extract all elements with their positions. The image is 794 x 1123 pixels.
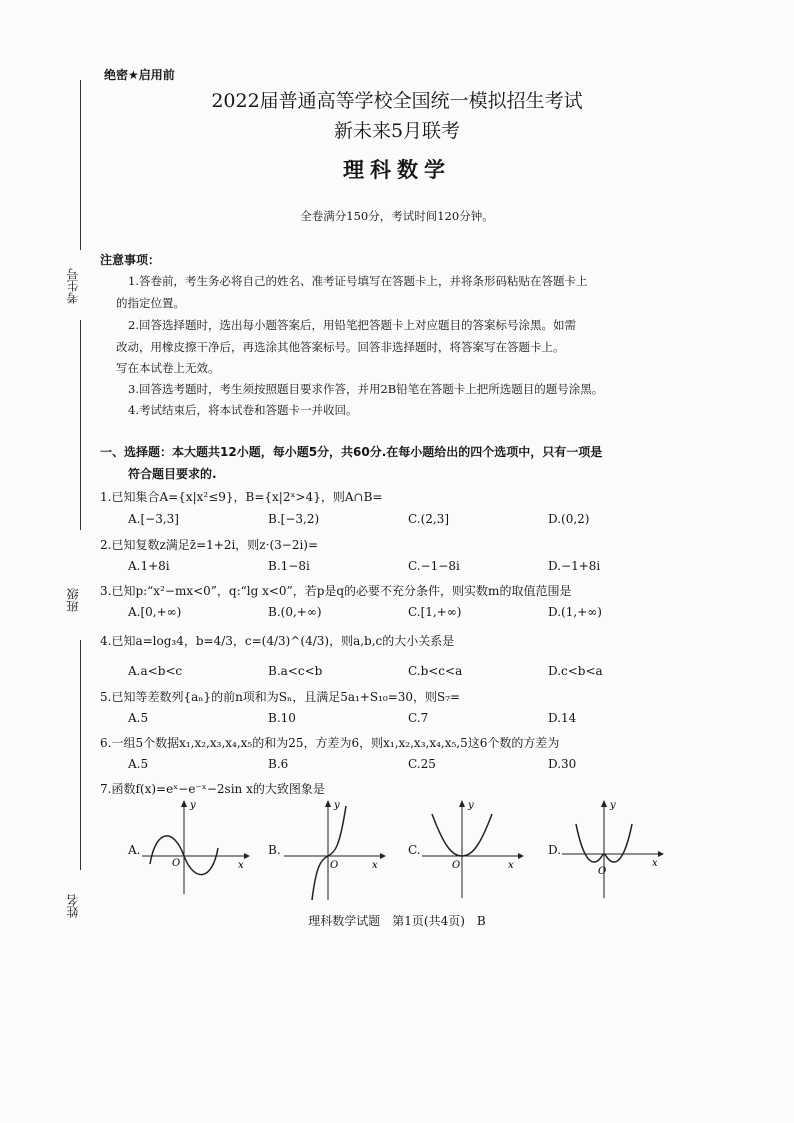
- option-a: A.[0,+∞): [128, 605, 182, 619]
- question-stem: 2.已知复数z满足z̄=1+2i，则z·(3−2i)=: [100, 538, 319, 552]
- option-a: A.1+8i: [128, 559, 170, 573]
- graph-d: [560, 798, 670, 900]
- option-d: D.14: [548, 711, 577, 725]
- subject-title: 理科数学: [343, 158, 451, 182]
- option-b: B.(0,+∞): [268, 605, 322, 619]
- notice-line: 的指定位置。: [116, 296, 185, 310]
- binding-line-mid2: [80, 640, 81, 870]
- option-d: D.: [548, 843, 562, 857]
- graph-c: [420, 798, 530, 900]
- notice-line: 改动，用橡皮擦干净后，再选涂其他答案标号。回答非选择题时，将答案写在答题卡上。: [116, 340, 565, 354]
- option-d: D.(1,+∞): [548, 605, 602, 619]
- student-no-label: 考生号: [66, 268, 80, 304]
- option-c: C.−1−8i: [408, 559, 460, 573]
- exam-subtitle: 新未来5月联考: [333, 120, 461, 142]
- question-stem: 7.函数f(x)=eˣ−e⁻ˣ−2sin x的大致图象是: [100, 782, 325, 796]
- y-axis-label: y: [610, 800, 616, 811]
- question-stem: 4.已知a=log₃4，b=4/3，c=(4/3)^(4/3)，则a,b,c的大小关系是: [100, 634, 455, 648]
- notice-line: 1.答卷前，考生务必将自己的姓名、准考证号填写在答题卡上，并将条形码粘贴在答题卡上: [128, 274, 588, 288]
- secret-label: 绝密★启用前: [104, 68, 175, 82]
- option-a: A.: [128, 843, 141, 857]
- option-b: B.: [268, 843, 281, 857]
- option-c: C.: [408, 843, 421, 857]
- x-axis-label: x: [508, 860, 514, 871]
- graph-a: [140, 798, 250, 898]
- question-stem: 5.已知等差数列{aₙ}的前n项和为Sₙ，且满足5a₁+S₁₀=30，则S₇=: [100, 690, 461, 704]
- y-axis-label: y: [190, 800, 196, 811]
- notice-line: 2.回答选择题时，选出每小题答案后，用铅笔把答题卡上对应题目的答案标号涂黑。如需: [128, 318, 576, 332]
- section-heading-cont: 符合题目要求的.: [128, 467, 217, 481]
- exam-info: 全卷满分150分，考试时间120分钟。: [300, 209, 494, 223]
- y-axis-label: y: [468, 800, 474, 811]
- origin-label: O: [330, 860, 339, 871]
- option-c: C.b<c<a: [408, 664, 463, 678]
- question-stem: 1.已知集合A={x|x²≤9}，B={x|2ˣ>4}，则A∩B=: [100, 490, 383, 504]
- name-label: 姓名: [66, 894, 80, 918]
- option-b: B.a<c<b: [268, 664, 323, 678]
- option-c: C.7: [408, 711, 429, 725]
- graph-b: [282, 798, 392, 902]
- option-a: A.a<b<c: [128, 664, 183, 678]
- option-d: D.−1+8i: [548, 559, 601, 573]
- y-axis-label: y: [334, 800, 340, 811]
- option-d: D.30: [548, 757, 577, 771]
- notice-line: 4.考试结束后，将本试卷和答题卡一并收回。: [128, 403, 358, 417]
- notice-line: 3.回答选考题时，考生须按照题目要求作答，并用2B铅笔在答题卡上把所选题目的题号涂黑。: [128, 382, 604, 396]
- option-b: B.6: [268, 757, 289, 771]
- option-a: A.5: [128, 711, 149, 725]
- x-axis-label: x: [238, 860, 244, 871]
- x-axis-label: x: [372, 860, 378, 871]
- page-footer: 理科数学试题 第1页(共4页) B: [308, 914, 486, 928]
- exam-title: 2022届普通高等学校全国统一模拟招生考试: [211, 90, 583, 112]
- question-stem: 6.一组5个数据x₁,x₂,x₃,x₄,x₅的和为25，方差为6，则x₁,x₂,x₃,x₄,x₅,5这6个数的方差为: [100, 736, 560, 750]
- option-b: B.1−8i: [268, 559, 310, 573]
- origin-label: O: [172, 858, 181, 869]
- option-b: B.[−3,2): [268, 512, 320, 526]
- binding-line-mid1: [80, 320, 81, 530]
- option-d: D.c<b<a: [548, 664, 603, 678]
- notice-line: 写在本试卷上无效。: [116, 361, 220, 375]
- section-heading: 一、选择题：本大题共12小题，每小题5分，共60分.在每小题给出的四个选项中，只有一项是: [100, 445, 603, 459]
- class-label: 班级: [66, 588, 80, 612]
- option-b: B.10: [268, 711, 296, 725]
- option-c: C.25: [408, 757, 436, 771]
- origin-label: O: [598, 866, 607, 877]
- option-c: C.[1,+∞): [408, 605, 462, 619]
- option-c: C.(2,3]: [408, 512, 450, 526]
- question-stem: 3.已知p:“x²−mx<0”，q:“lg x<0”，若p是q的必要不充分条件，则实数m的取值范围是: [100, 584, 572, 598]
- option-d: D.(0,2): [548, 512, 590, 526]
- option-a: A.5: [128, 757, 149, 771]
- x-axis-label: x: [652, 858, 658, 869]
- option-a: A.[−3,3]: [128, 512, 179, 526]
- origin-label: O: [452, 860, 461, 871]
- notice-heading: 注意事项：: [100, 253, 161, 267]
